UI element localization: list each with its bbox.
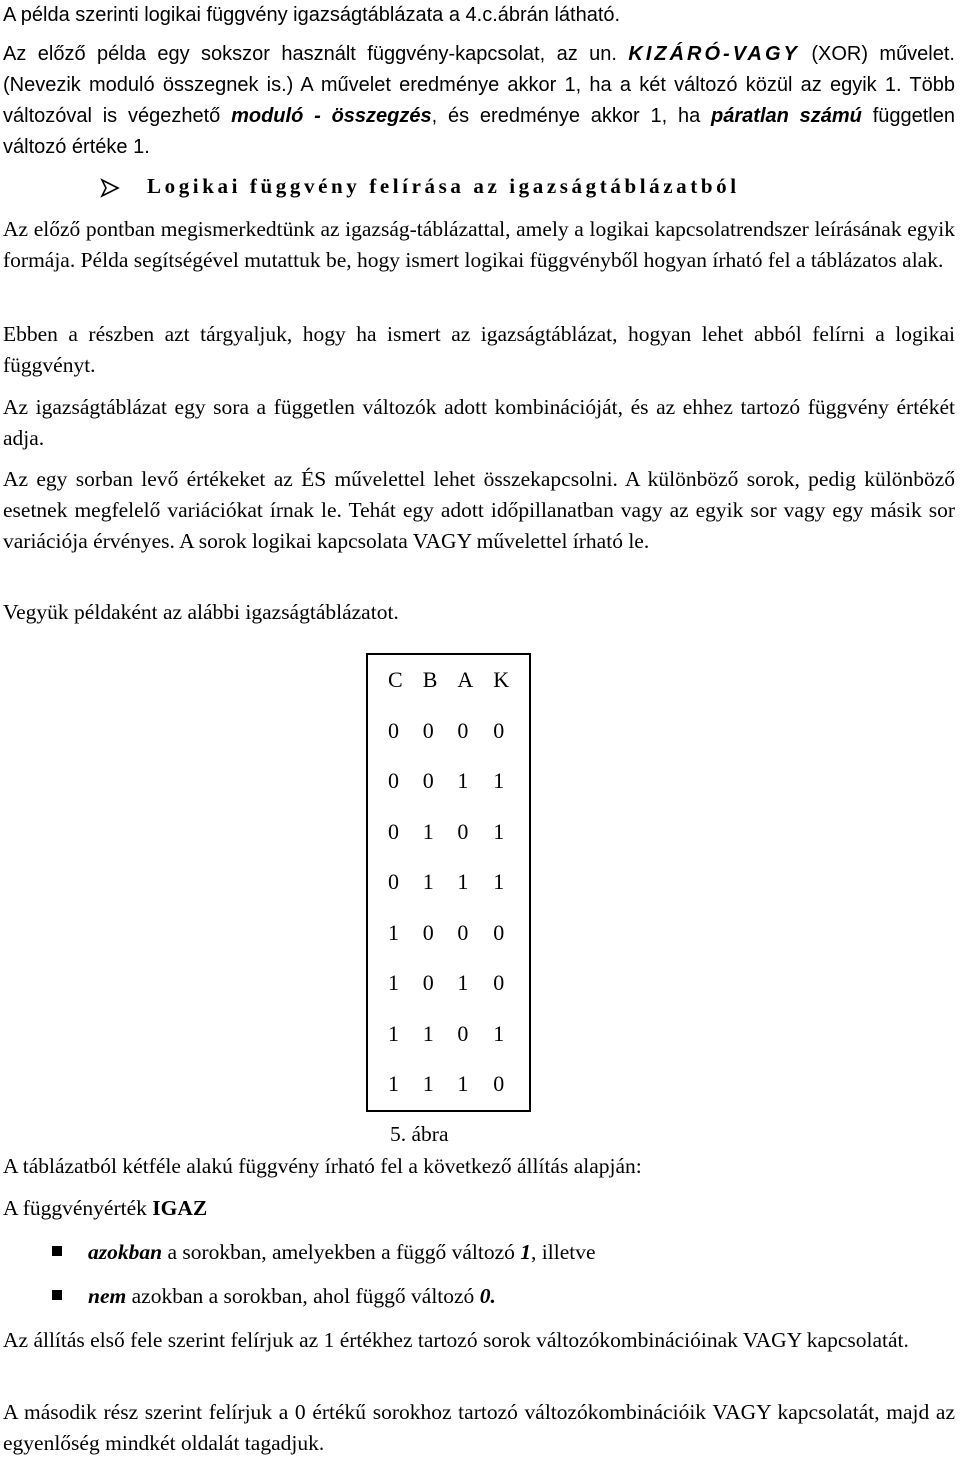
xor-paragraph <box>3 39 955 163</box>
table-cell: 0 <box>422 717 434 743</box>
table-header-row <box>367 654 530 706</box>
xor-text-c: (XOR) művelet. (Nevezik moduló összegnek is.) A művelet eredménye akkor 1, ha a két változó közül az egyik 1. Több változóval is végezhető <box>3 43 955 127</box>
table-cell: 0 <box>493 1071 505 1097</box>
table-cell: 1 <box>457 869 469 895</box>
table-cell: 1 <box>388 919 399 945</box>
figure-caption: 5. ábra <box>390 1122 449 1146</box>
one-value: 1 <box>520 1240 532 1264</box>
table-cell: 1 <box>457 970 469 996</box>
true-term: IGAZ <box>152 1196 208 1220</box>
body-paragraph-4: Az egy sorban levő értékeket az ÉS művelettel lehet összekapcsolni. A különböző sorok, pedig különböző esetnek megfelelő variációkat írnak le. Tehát egy adott időpillanatban vagy az egyik sor vagy egy másik sor variációja érvényes. A sorok logikai kapcsolata VAGY művelettel írható le. <box>3 467 955 553</box>
list-item-text <box>88 1237 596 1268</box>
table-cell: 0 <box>493 717 505 743</box>
table-cell: 1 <box>388 1020 399 1046</box>
table-header-c: C <box>388 667 403 693</box>
function-value-line <box>3 1193 955 1224</box>
table-cell: 0 <box>493 970 505 996</box>
list-item-text <box>88 1281 496 1312</box>
table-row <box>367 706 530 757</box>
table-cell: 0 <box>388 869 399 895</box>
table-row <box>367 807 530 858</box>
table-cell: 1 <box>422 1071 434 1097</box>
table-cell: 1 <box>493 1020 505 1046</box>
table-row <box>367 756 530 807</box>
square-bullet-icon <box>52 1246 62 1256</box>
zero-value: 0. <box>479 1284 496 1308</box>
table-cell: 1 <box>493 869 505 895</box>
nem-term: nem <box>88 1284 127 1308</box>
bullet2-text-b: azokban a sorokban, ahol függő változó <box>126 1284 480 1308</box>
table-cell: 1 <box>493 818 505 844</box>
conclusion-paragraph-1: Az állítás első fele szerint felírjuk az 1 értékhez tartozó sorok változókombinációinak VAGY kapcsolatát. <box>3 1328 909 1352</box>
table-cell: 0 <box>457 1020 469 1046</box>
conclusion-paragraph-2: A második rész szerint felírjuk a 0 értékű sorokhoz tartozó változókombinációik VAGY kapcsolatát, majd az egyenlőség mindkét oldalát tagadjuk. <box>3 1400 955 1455</box>
table-cell: 1 <box>422 1020 434 1046</box>
azokban-term: azokban <box>88 1240 163 1264</box>
table-row <box>367 1009 530 1060</box>
table-cell: 0 <box>457 919 469 945</box>
arrowhead-icon <box>100 178 120 198</box>
table-cell: 1 <box>422 818 434 844</box>
table-row <box>367 1059 530 1111</box>
table-cell: 1 <box>493 768 505 794</box>
body-paragraph-3: Az igazságtáblázat egy sora a független változók adott kombinációját, és az ehhez tartozó függvény értékét adja. <box>3 395 955 450</box>
table-cell: 1 <box>457 1071 469 1097</box>
modulo-term: moduló - összegzés <box>231 105 432 127</box>
table-cell: 0 <box>457 717 469 743</box>
table-cell: 0 <box>493 919 505 945</box>
bullet1-text-d: , illetve <box>531 1240 596 1264</box>
table-header-k: K <box>493 667 510 693</box>
statement-intro: A táblázatból kétféle alakú függvény írható fel a következő állítás alapján: <box>3 1154 642 1178</box>
body-paragraph-2: Ebben a részben azt tárgyaljuk, hogy ha ismert az igazságtáblázat, hogyan lehet abból felírni a logikai függvényt. <box>3 322 955 377</box>
body-paragraph-5: Vegyük példaként az alábbi igazságtáblázatot. <box>3 600 399 624</box>
table-cell: 0 <box>422 970 434 996</box>
table-cell: 1 <box>388 1071 399 1097</box>
intro-line: A példa szerinti logikai függvény igazságtáblázata a 4.c.ábrán látható. <box>3 4 621 26</box>
table-row <box>367 857 530 908</box>
odd-count-term: páratlan számú <box>711 105 862 127</box>
table-cell: 0 <box>422 919 434 945</box>
table-header-b: B <box>422 667 438 693</box>
table-cell: 0 <box>388 818 399 844</box>
table-header-a: A <box>457 667 474 693</box>
table-cell: 0 <box>422 768 434 794</box>
truth-table <box>366 653 531 1112</box>
xor-text-g: független változó értéke 1. <box>3 105 955 158</box>
table-cell: 1 <box>388 970 399 996</box>
section-heading: Logikai függvény felírása az igazságtáblázatból <box>147 174 740 198</box>
table-row <box>367 908 530 959</box>
bullet1-text-b: a sorokban, amelyekben a függő változó <box>162 1240 521 1264</box>
body-paragraph-1: Az előző pontban megismerkedtünk az igazság-táblázattal, amely a logikai kapcsolatrendszer leírásának egyik formája. Példa segítségével mutattuk be, hogy ismert logikai függvényből hogyan írható fel a táblázatos alak. <box>3 217 955 272</box>
xor-term: KIZÁRÓ-VAGY <box>628 43 800 65</box>
table-row <box>367 958 530 1009</box>
table-cell: 1 <box>457 768 469 794</box>
xor-text-a: Az előző példa egy sokszor használt függvény-kapcsolat, az un. <box>3 43 629 65</box>
table-cell: 0 <box>388 768 399 794</box>
table-cell: 0 <box>388 717 399 743</box>
xor-text-e: , és eredménye akkor 1, ha <box>431 105 712 127</box>
table-cell: 0 <box>457 818 469 844</box>
square-bullet-icon <box>52 1290 62 1300</box>
table-cell: 1 <box>422 869 434 895</box>
function-value-text: A függvényérték <box>3 1196 153 1220</box>
